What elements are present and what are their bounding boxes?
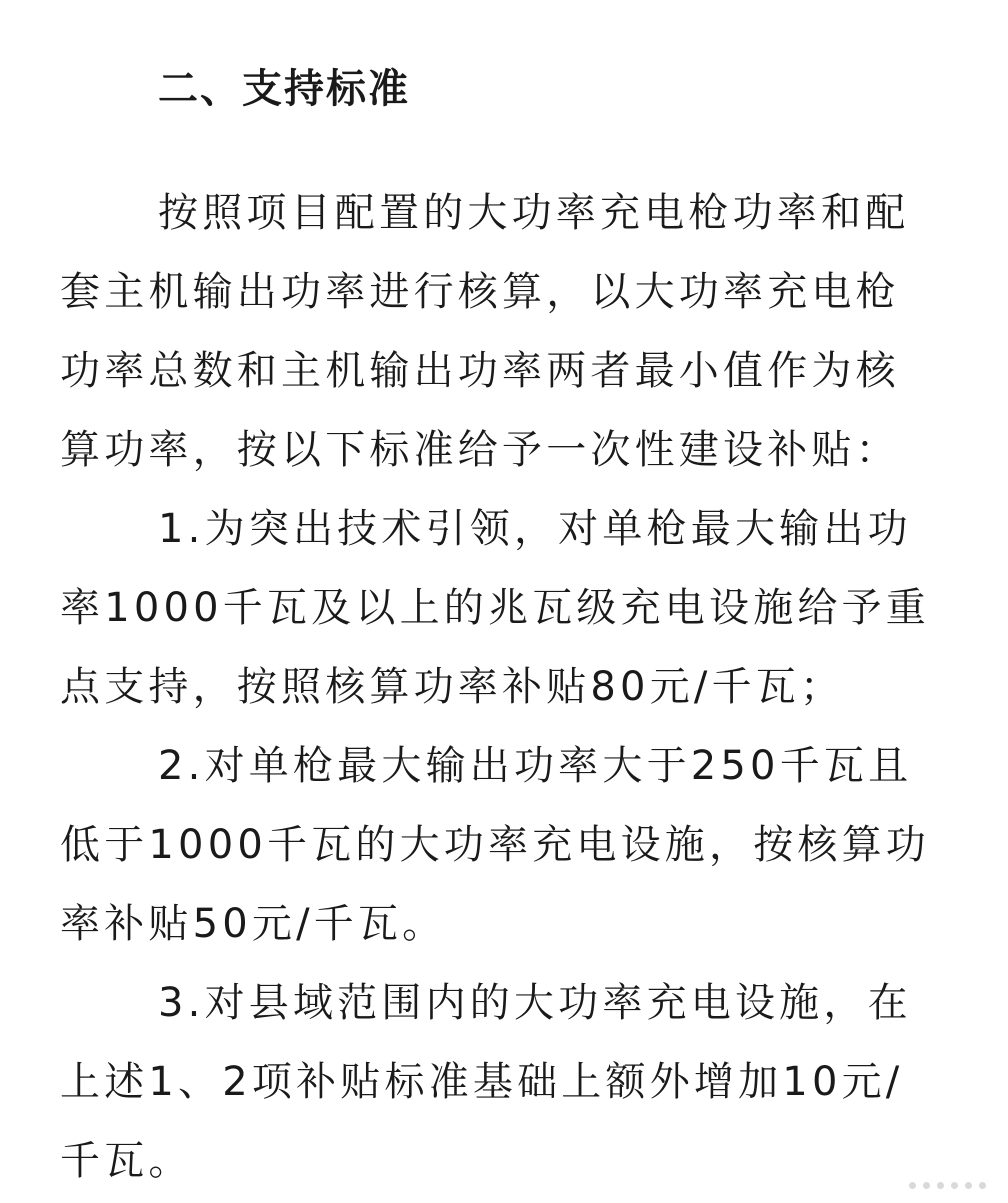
watermark-dot xyxy=(937,1182,944,1189)
watermark-dot xyxy=(951,1182,958,1189)
watermark-dots xyxy=(909,1182,986,1189)
text-line: 率补贴50元/千瓦。 xyxy=(60,901,447,947)
watermark-dot xyxy=(979,1182,986,1189)
watermark-dot xyxy=(965,1182,972,1189)
text-line: 套主机输出功率进行核算，以大功率充电枪 xyxy=(60,269,900,315)
text-line: 算功率，按以下标准给予一次性建设补贴： xyxy=(60,427,900,473)
text-line: 2.对单枪最大输出功率大于250千瓦且 xyxy=(158,743,913,789)
text-line: 率1000千瓦及以上的兆瓦级充电设施给予重 xyxy=(60,585,930,631)
text-line: 千瓦。 xyxy=(60,1138,193,1184)
text-line: 上述1、2项补贴标准基础上额外增加10元/ xyxy=(60,1059,904,1105)
text-line: 功率总数和主机输出功率两者最小值作为核 xyxy=(60,348,900,394)
watermark-dot xyxy=(923,1182,930,1189)
text-line: 1.为突出技术引领，对单枪最大输出功 xyxy=(158,506,912,552)
text-line: 按照项目配置的大功率充电枪功率和配 xyxy=(158,190,910,236)
text-line: 点支持，按照核算功率补贴80元/千瓦； xyxy=(60,664,845,710)
section-heading: 二、支持标准 xyxy=(158,66,410,112)
text-line: 低于1000千瓦的大功率充电设施，按核算功 xyxy=(60,822,930,868)
text-line: 3.对县域范围内的大功率充电设施，在 xyxy=(158,980,912,1026)
watermark-dot xyxy=(909,1182,916,1189)
